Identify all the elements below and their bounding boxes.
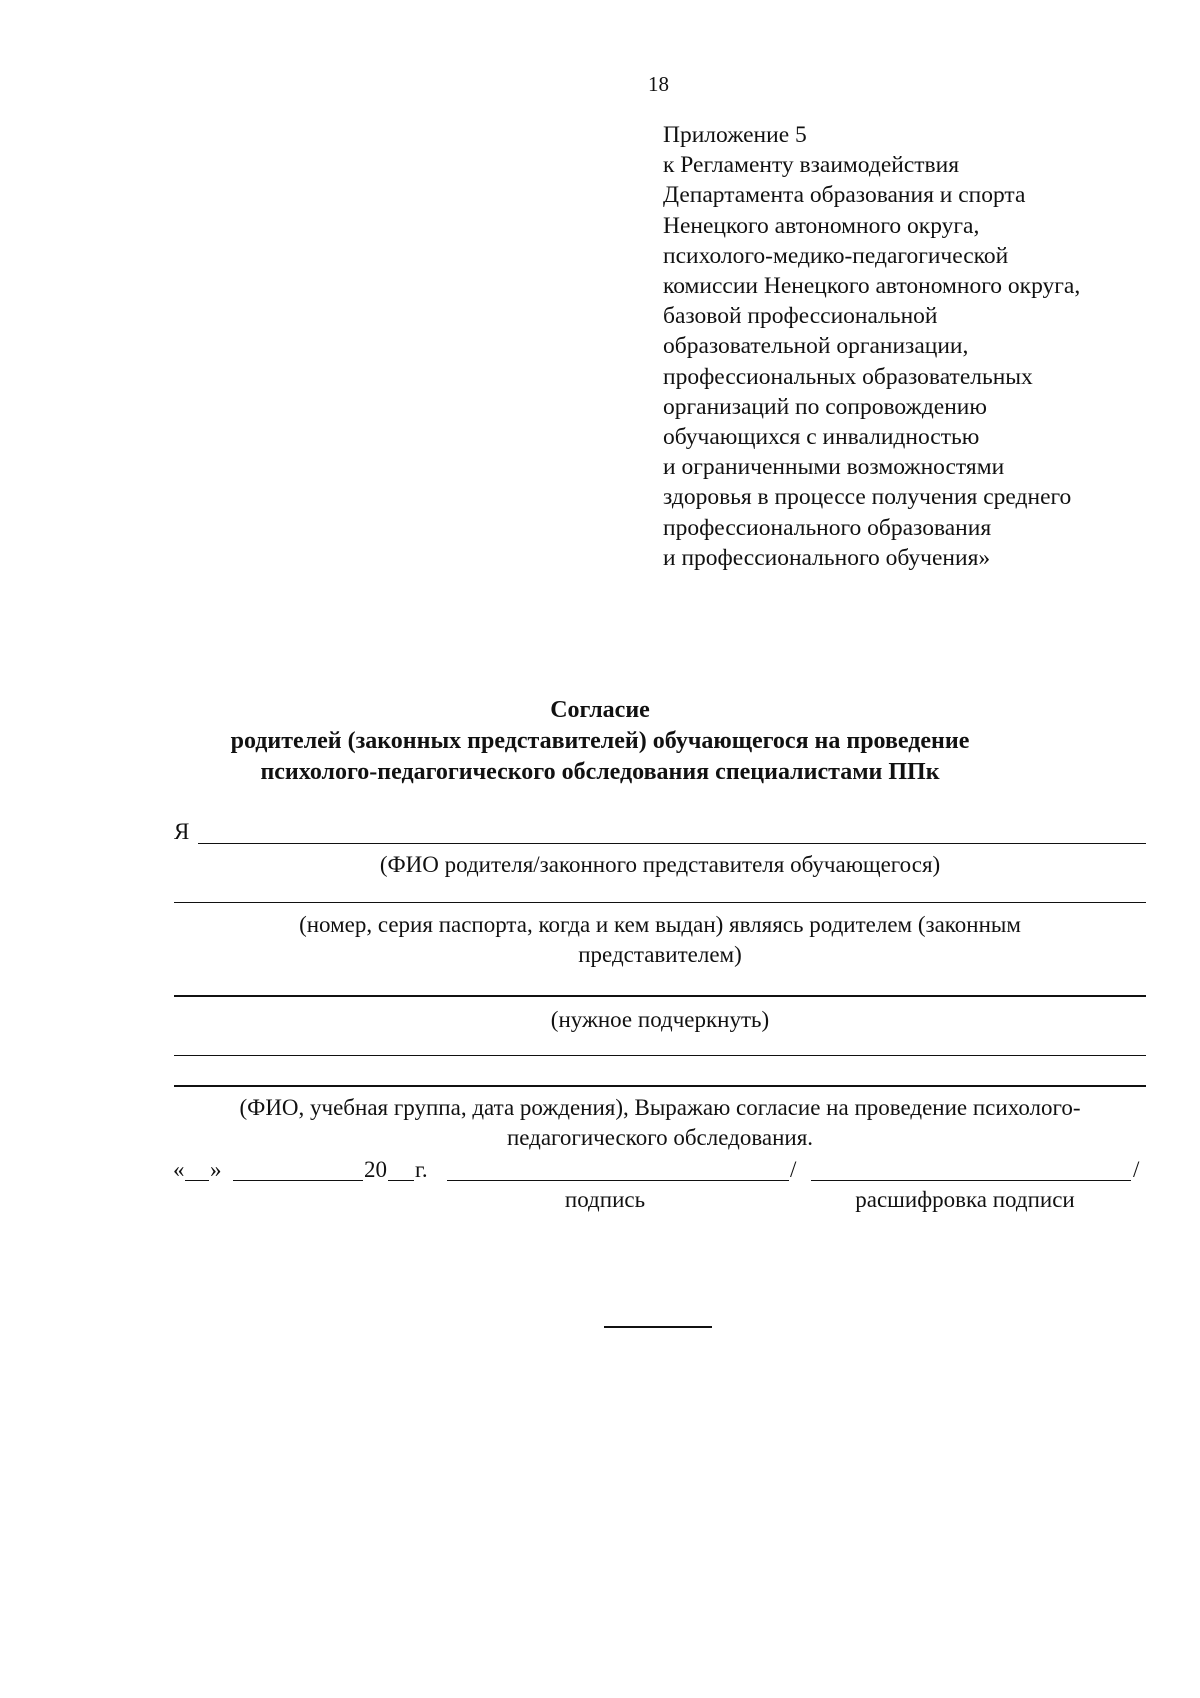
signature-decoding-label: расшифровка подписи	[855, 1187, 1075, 1212]
student-line-2[interactable]	[174, 1085, 1146, 1087]
year-prefix: 20	[364, 1157, 387, 1182]
appendix-block	[663, 120, 1080, 573]
date-open-quote: «	[173, 1157, 185, 1182]
signature-decoding-line[interactable]	[811, 1180, 1131, 1181]
appendix-line: и профессионального обучения»	[663, 544, 991, 571]
year-line[interactable]	[388, 1180, 414, 1181]
consent-text-1: (ФИО, учебная группа, дата рождения), Выражаю согласие на проведение психолого-	[239, 1095, 1081, 1120]
signature-line[interactable]	[447, 1180, 789, 1181]
appendix-line: профессионального образования	[663, 514, 992, 541]
consent-text-2: педагогического обследования.	[506, 1125, 814, 1150]
student-line-1[interactable]	[174, 1055, 1146, 1056]
document-title	[150, 695, 1050, 788]
page-number: 18	[648, 72, 669, 96]
slash-separator: /	[790, 1157, 797, 1182]
slash-end: /	[1133, 1157, 1140, 1182]
caption-parent-name: (ФИО родителя/законного представителя обучающегося)	[379, 852, 941, 877]
appendix-line: Ненецкого автономного округа,	[663, 212, 980, 239]
day-line[interactable]	[185, 1180, 209, 1181]
month-line[interactable]	[233, 1180, 363, 1181]
title-line-2: родителей (законных представителей) обучающегося на проведение	[230, 728, 970, 754]
appendix-line: комиссии Ненецкого автономного округа,	[663, 273, 1081, 300]
caption-passport-2: представителем)	[578, 942, 742, 967]
date-close-quote: »	[210, 1157, 222, 1182]
appendix-line: организаций по сопровождению	[663, 393, 987, 420]
signature-label: подпись	[564, 1187, 646, 1212]
appendix-line: здоровья в процессе получения среднего	[663, 484, 1072, 511]
relationship-line[interactable]	[174, 995, 1146, 997]
year-suffix: г.	[415, 1157, 428, 1182]
caption-passport-1: (номер, серия паспорта, когда и кем выдан) являясь родителем (законным	[299, 912, 1021, 937]
appendix-line: профессиональных образовательных	[663, 363, 1033, 390]
end-separator	[604, 1326, 712, 1328]
ya-label: Я	[174, 819, 190, 844]
passport-line[interactable]	[174, 902, 1146, 903]
caption-underline: (нужное подчеркнуть)	[550, 1007, 770, 1032]
appendix-line: психолого-медико-педагогической	[663, 242, 1009, 269]
appendix-line: к Регламенту взаимодействия	[663, 152, 960, 179]
appendix-line: и ограниченными возможностями	[663, 454, 1005, 481]
appendix-line: Департамента образования и спорта	[663, 182, 1026, 209]
appendix-line: базовой профессиональной	[663, 303, 938, 330]
appendix-line: обучающихся с инвалидностью	[663, 424, 980, 451]
appendix-line: образовательной организации,	[663, 333, 969, 360]
appendix-line: Приложение 5	[663, 122, 807, 148]
title-line-3: психолого-педагогического обследования специалистами ППк	[260, 759, 940, 785]
parent-name-line[interactable]	[198, 843, 1146, 844]
title-line-1: Согласие	[550, 697, 650, 723]
